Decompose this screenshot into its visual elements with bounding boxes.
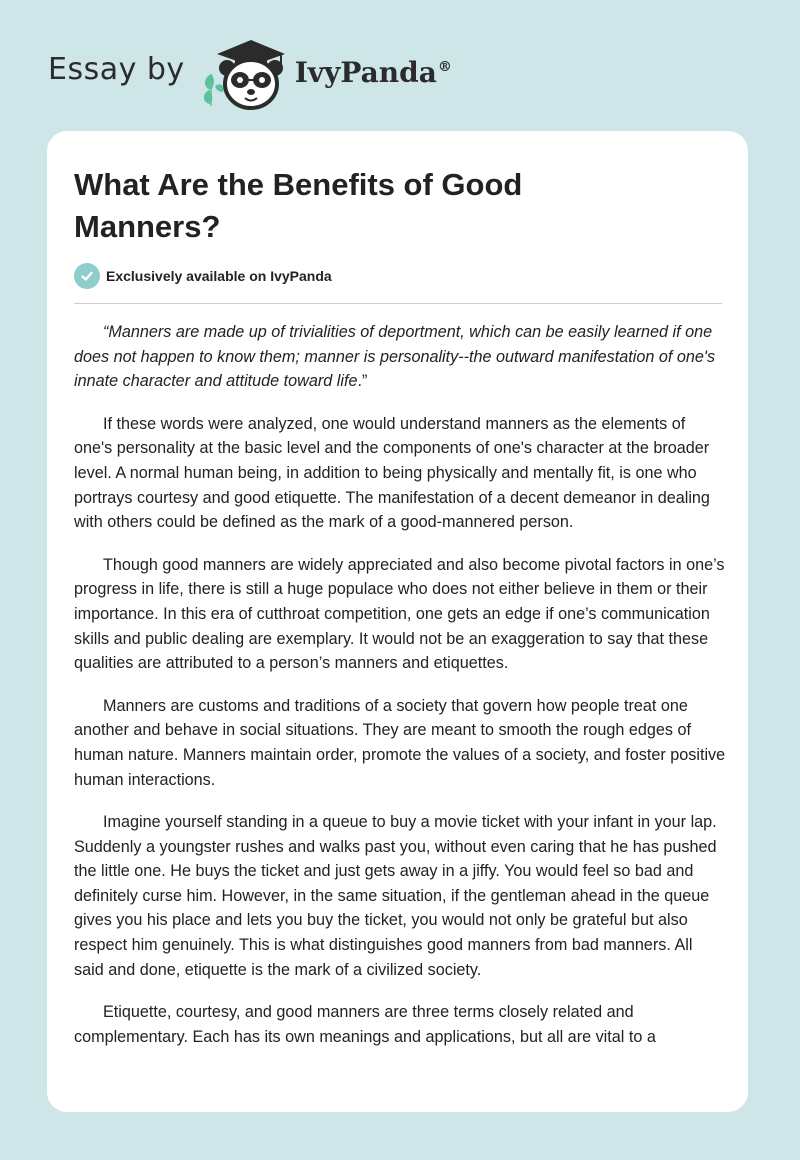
panda-graduate-icon <box>199 34 291 114</box>
paragraph: Imagine yourself standing in a queue to buy a movie ticket with your infant in your lap. Suddenly a youngster rushes and walks past you, without even caring that he has pushed the little one. He buys the ticket and just gets away in a jiffy. You would feel so bad and definitely curse him. However, in the same situation, if the gentleman ahead in the queue gives you his place and lets you buy the ticket, you would not only be grateful but also respect him genuinely. This is what distinguishes good manners from bad manners. All said and done, etiquette is the mark of a civilized society. <box>74 813 717 979</box>
divider <box>74 303 722 304</box>
essay-title: What Are the Benefits of Good Manners? <box>74 167 523 244</box>
exclusive-label: Exclusively available on IvyPanda <box>106 268 332 284</box>
essay-card <box>47 131 748 1112</box>
paragraph: If these words were analyzed, one would understand manners as the elements of one's personality at the basic level and the components of one's character at the broader level. A normal human being, in addition to being physically and mentally fit, is one who portrays courtesy and good etiquette. The manifestation of a decent demeanor in dealing with others could be defined as the mark of a good-mannered person. <box>74 414 710 532</box>
paragraph: Though good manners are widely appreciated and also become pivotal factors in one’s progress in life, there is still a huge populace who does not either believe in them or their importance. In this era of cutthroat competition, one gets an edge if one’s communication skills and public dealing are exemplary. It would not be an exaggeration to say that these qualities are attributed to a person’s manners and etiquettes. <box>74 555 725 673</box>
site-header <box>48 34 452 114</box>
check-icon <box>74 263 100 289</box>
registered-mark: ® <box>437 59 452 76</box>
paragraph: Etiquette, courtesy, and good manners are three terms closely related and complementary. Each has its own meanings and applications, but all are vital to a <box>74 1003 656 1046</box>
quote-closing: .” <box>357 372 368 391</box>
exclusive-badge <box>74 263 332 289</box>
essay-body <box>74 320 726 1067</box>
brand-name: IvyPanda® <box>294 55 452 89</box>
ivy-leaf-icon <box>204 74 224 106</box>
quote-text: “Manners are made up of trivialities of deportment, which can be easily learned if one does not happen to know them; manner is personality--the outward manifestation of one's innate character and attitude toward life <box>74 323 716 391</box>
essay-by-label: Essay by <box>48 51 185 87</box>
quote-paragraph <box>74 320 726 394</box>
paragraph: Manners are customs and traditions of a society that govern how people treat one another and behave in social situations. They are meant to smooth the rough edges of human nature. Manners maintain order, promote the values of a society, and foster positive human interactions. <box>74 696 726 789</box>
